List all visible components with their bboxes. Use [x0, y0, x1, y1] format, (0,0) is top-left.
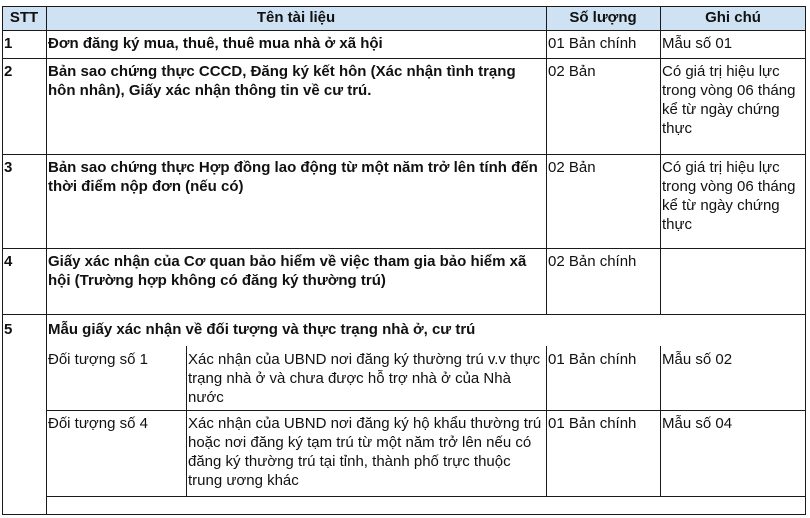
- row-3-ten: Bản sao chứng thực Hợp đồng lao động từ một năm trở lên tính đến thời điểm nộp đơn (nếu có): [48, 159, 538, 195]
- row-4-ghi-chu: [660, 248, 806, 314]
- border-so-luong-right-sub: [660, 346, 661, 496]
- row-1-ghi-chu: Mẫu số 01: [662, 35, 733, 52]
- border-doi-tuong-right: [186, 346, 187, 496]
- border-header-bottom: [2, 30, 806, 31]
- border-row-2-bottom: [2, 154, 806, 155]
- row-5-stt: 5: [4, 321, 13, 338]
- row-2-so-luong: 02 Bản: [548, 63, 596, 80]
- border-ten-right-sub: [546, 346, 547, 496]
- row-1-stt: 1: [4, 35, 13, 52]
- border-right: [805, 6, 806, 515]
- row-5-ten: Mẫu giấy xác nhận về đối tượng và thực trạng nhà ở, cư trú: [48, 321, 476, 338]
- row-4-ten: Giấy xác nhận của Cơ quan bảo hiểm về việc tham gia bảo hiểm xã hội (Trường hợp không có đăng ký thường trú): [48, 253, 527, 289]
- border-row-3-bottom: [2, 248, 806, 249]
- sub-row-1-doi-tuong: Đối tượng số 1: [48, 351, 148, 368]
- row-3-stt: 3: [4, 159, 13, 176]
- sub-row-1-noi-dung: Xác nhận của UBND nơi đăng ký thường trú v.v thực trạng nhà ở và chưa được hỗ trợ nhà ở của Nhà nước: [188, 351, 541, 406]
- header-ten-tai-lieu: Tên tài liệu: [46, 6, 546, 30]
- row-2-ghi-chu: Có giá trị hiệu lực trong vòng 06 tháng kể từ ngày chứng thực: [662, 63, 796, 137]
- sub-row-2-so-luong: 01 Bản chính: [548, 415, 637, 432]
- border-bottom: [2, 514, 806, 515]
- header-so-luong: Số lượng: [546, 6, 660, 30]
- row-2-stt: 2: [4, 63, 13, 80]
- sub-row-1-so-luong: 01 Bản chính: [548, 351, 637, 368]
- border-sub-row-2-bottom: [46, 496, 806, 497]
- border-ten-right-top: [546, 6, 547, 314]
- border-stt-right: [46, 6, 47, 515]
- row-2-ten: Bản sao chứng thực CCCD, Đăng ký kết hôn (Xác nhận tình trạng hôn nhân), Giấy xác nhận thông tin về cư trú.: [48, 63, 516, 99]
- border-top: [2, 6, 806, 7]
- row-4-stt: 4: [4, 253, 13, 270]
- row-1-so-luong: 01 Bản chính: [548, 35, 637, 52]
- sub-row-2-noi-dung: Xác nhận của UBND nơi đăng ký hộ khẩu thường trú hoặc nơi đăng ký tạm trú từ một năm trở lên nếu có đăng ký thường trú tại tỉnh, thành phố trực thuộc trung ương khác: [188, 415, 542, 489]
- row-3-ghi-chu: Có giá trị hiệu lực trong vòng 06 tháng kể từ ngày chứng thực: [662, 159, 796, 233]
- border-row-1-bottom: [2, 58, 806, 59]
- document-table: [2, 6, 806, 516]
- border-row-4-bottom: [2, 314, 806, 315]
- header-ghi-chu: Ghi chú: [660, 6, 806, 30]
- sub-row-2-doi-tuong: Đối tượng số 4: [48, 415, 148, 432]
- border-so-luong-right-top: [660, 6, 661, 314]
- row-3-so-luong: 02 Bản: [548, 159, 596, 176]
- sub-row-2-ghi-chu: Mẫu số 04: [662, 415, 733, 432]
- header-stt: STT: [2, 6, 46, 30]
- row-1-ten: Đơn đăng ký mua, thuê, thuê mua nhà ở xã hội: [48, 35, 383, 52]
- border-sub-row-1-bottom: [46, 410, 806, 411]
- row-4-so-luong: 02 Bản chính: [548, 253, 637, 270]
- border-left: [2, 6, 3, 515]
- sub-row-1-ghi-chu: Mẫu số 02: [662, 351, 733, 368]
